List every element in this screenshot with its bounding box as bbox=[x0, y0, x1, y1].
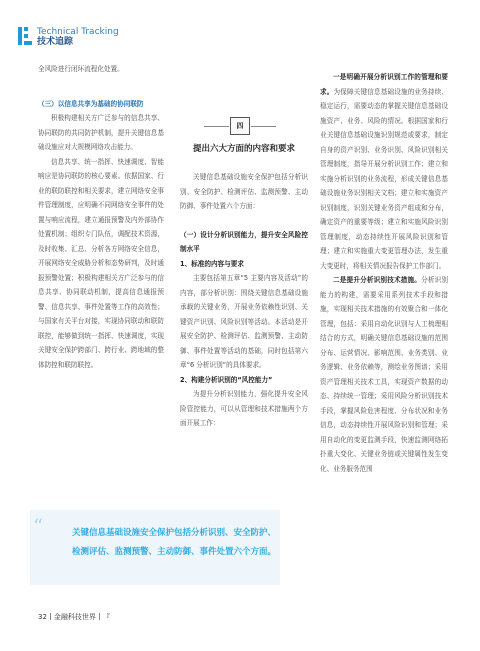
subsection-heading: （一）设计分析识别能力，提升安全风险控制水平 bbox=[180, 230, 308, 253]
page-header bbox=[18, 24, 478, 48]
inline-heading: 二是提升分析识别技术措施。 bbox=[333, 276, 422, 284]
brand-logo-icon bbox=[18, 27, 32, 45]
column-left bbox=[38, 62, 164, 372]
paragraph: 全风险进行闭环流程化处置。 bbox=[38, 65, 124, 73]
section-number-box: 四 bbox=[230, 117, 250, 135]
paragraph: 主要包括第五章“5 主要内容及活动”的内容，部分析识别：围绕关键信息基础设施承载的关键业务，开展业务依赖性识别、关键资产识别、风险识别等活动。本活动是开展安全防护、检测评估、监测预警、主动防御、事件处置等活动的基础，同时包括第六章“6 分析识别”的具体要求。 bbox=[180, 274, 308, 369]
section-heading: （三）以信息共享为基础的协同联防 bbox=[38, 99, 144, 108]
quote-mark-icon: “ bbox=[33, 514, 44, 538]
paragraph: 积极构建相关方广泛参与的信息共享、协同联防的共同防护机制，提升关键信息基础设施应对大规模网络攻击能力。 bbox=[38, 114, 164, 151]
pull-quote bbox=[30, 510, 280, 585]
paragraph: 为保障关键信息基础设施的业务持续、稳定运行，需要动态的掌握关键信息基础设施资产、业务、风险的情况。根据国家和行业关键信息基础设施识别规范或要求，制定自身的资产识别、业务识别、风险识别相关管理制度，指导开展分析识别工作；建立和实施分析识别的业务流程，形成关键信息基础设施业务识别相关文档；建立和实施资产识别制度，识别关键业务资产组成和分布，确定资产的重要等级；建立和实施风险识别管理制度，动态持续性开展风险识别和管理；建立和实施重大变更管理办法，发生重大变更时，将相关情况报告保护工作部门。 bbox=[320, 87, 449, 270]
page-number: 32 bbox=[38, 613, 47, 621]
section-title: 提出六大方面的内容和要求 bbox=[192, 144, 295, 154]
paragraph: 信息共享、统一指挥、快速调度、智能响应是协同联防的核心要素。依据国家、行业的联防联控和相关要求，建立网络安全事件管理制度，应明确不同网络安全事件的处置与响应流程，建立通报预警及内外部协作处置机制；组织专门队伍，调配技术资源，及时收集、汇总、分析各方网络安全信息，开展网络安全威胁分析和态势研判，及时通报预警处置；积极构建相关方广泛参与的信息共享、协同联动机制，提高信息通报预警、信息共享、事件处置等工作的高效性；与国家有关平台对接，实现协同联动和联防联控，能够做到统一指挥、快速调度，实现关键安全保护跨部门、跨行业、跨地域的整体防控和联防联控。 bbox=[38, 157, 164, 369]
paragraph: 分析识别能力的构建，需要采用系列技术手段和措施，实现相关技术措施的有效聚合和一体化管理，包括：采用自动化识别与人工梳理相结合的方式，明确关键信息基础设施的范围分布、运营情况、影响范围、业务类别、业务逻辑、业务依赖等，测绘业务图谱；采用资产管理相关技术工具，实现资产数据的动态、持续统一管理；采用风险分析识别技术手段，掌握风险危害程度、分布状况和业务信息，动态持续性开展风险识别和管理；采用自动化的变更监测手段，快速监测网络拓扑重大变化、关键业务链或关键属性发生变化、业务服务范围 bbox=[320, 276, 449, 473]
pull-quote-text: 关键信息基础设施安全保护包括分析识别、安全防护、检测评估、监测预警、主动防御、事件处置六个方面。 bbox=[72, 528, 277, 557]
paragraph: 关键信息基础设施安全保护包括分析识别、安全防护、检测评估、监测预警、主动防御、事件处置六个方面： bbox=[180, 173, 308, 210]
inline-heading: 一是明确开展分析识别工作的管理和要求。 bbox=[320, 73, 448, 96]
brand-english: Technical Tracking bbox=[37, 27, 119, 37]
subsection-heading: 2、构建分析识别的“风控能力” bbox=[180, 375, 273, 384]
subsection-heading: 1、标准的内容与要求 bbox=[180, 259, 244, 268]
magazine-name: 金融科技世界 bbox=[53, 613, 96, 621]
page-footer bbox=[38, 612, 110, 622]
column-right bbox=[320, 70, 448, 476]
footer-tail: 『 bbox=[102, 613, 110, 621]
column-middle bbox=[180, 170, 308, 431]
brand-chinese: 技术追踪 bbox=[37, 37, 74, 47]
paragraph: 为提升分析识别能力，强化提升安全风险管控能力，可以从管理和技术措施两个方面开展工作： bbox=[180, 390, 308, 427]
